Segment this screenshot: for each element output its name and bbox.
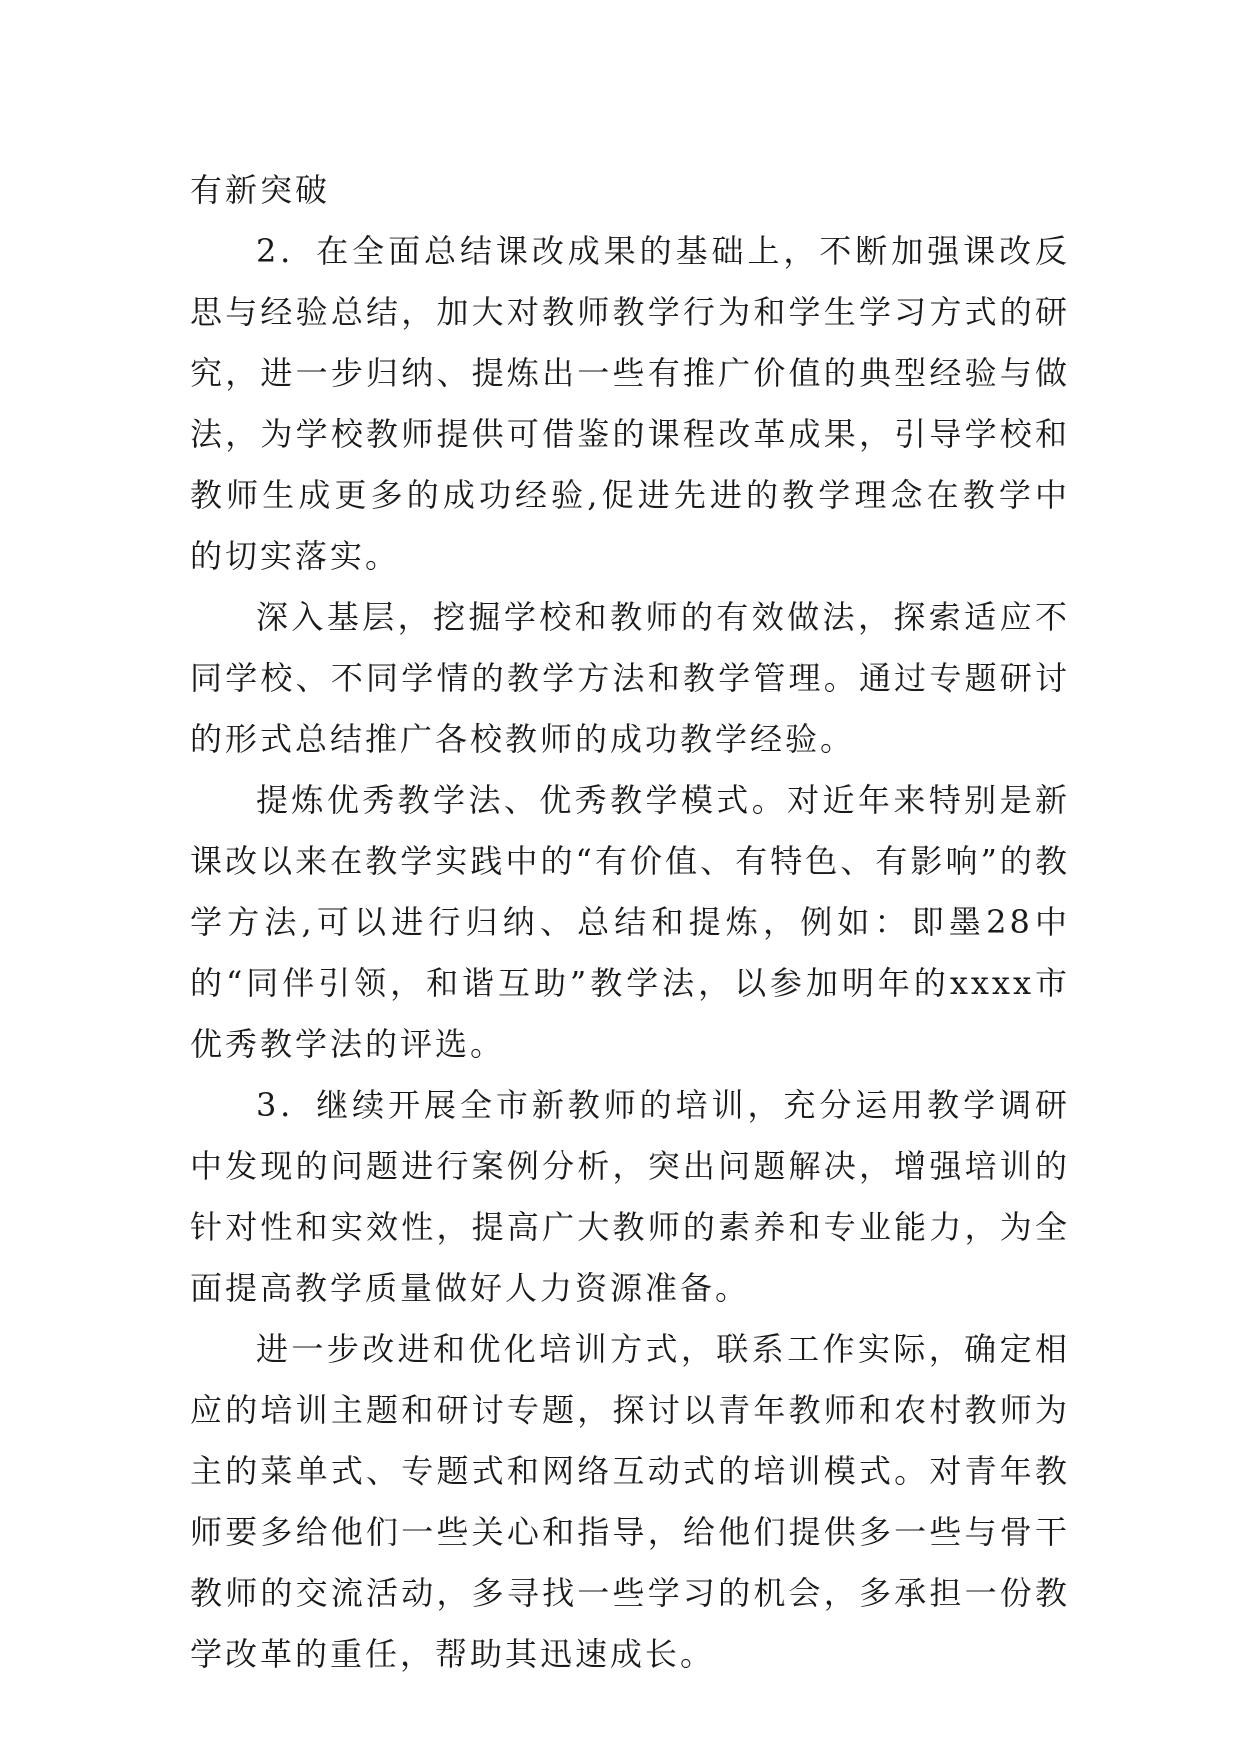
paragraph-item-2: 2．在全面总结课改成果的基础上，不断加强课改反思与经验总结，加大对教师教学行为和学生学习方式的研究，进一步归纳、提炼出一些有推广价值的典型经验与做法，为学校教师提供可借鉴的课程改革成果，引导学校和教师生成更多的成功经验,促进先进的教学理念在教学中的切实落实。 [190, 232, 1070, 575]
document-body [190, 160, 1070, 1685]
paragraph-training-methods: 进一步改进和优化培训方式，联系工作实际，确定相应的培训主题和研讨专题，探讨以青年教师和农村教师为主的菜单式、专题式和网络互动式的培训模式。对青年教师要多给他们一些关心和指导，给他们提供多一些与骨干教师的交流活动，多寻找一些学习的机会，多承担一份教学改革的重任，帮助其迅速成长。 [190, 1330, 1070, 1673]
paragraph-item-3: 3．继续开展全市新教师的培训，充分运用教学调研中发现的问题进行案例分析，突出问题解决，增强培训的针对性和实效性，提高广大教师的素养和专业能力，为全面提高教学质量做好人力资源准备。 [190, 1086, 1070, 1307]
paragraph-continuation: 有新突破 [190, 171, 331, 209]
paragraph-teaching-methods: 提炼优秀教学法、优秀教学模式。对近年来特别是新课改以来在教学实践中的“有价值、有特色、有影响”的教学方法,可以进行归纳、总结和提炼，例如：即墨28中的“同伴引领，和谐互助”教学法，以参加明年的xxxx市优秀教学法的评选。 [190, 781, 1070, 1063]
paragraph-grassroots: 深入基层，挖掘学校和教师的有效做法，探索适应不同学校、不同学情的教学方法和教学管理。通过专题研讨的形式总结推广各校教师的成功教学经验。 [190, 598, 1070, 758]
